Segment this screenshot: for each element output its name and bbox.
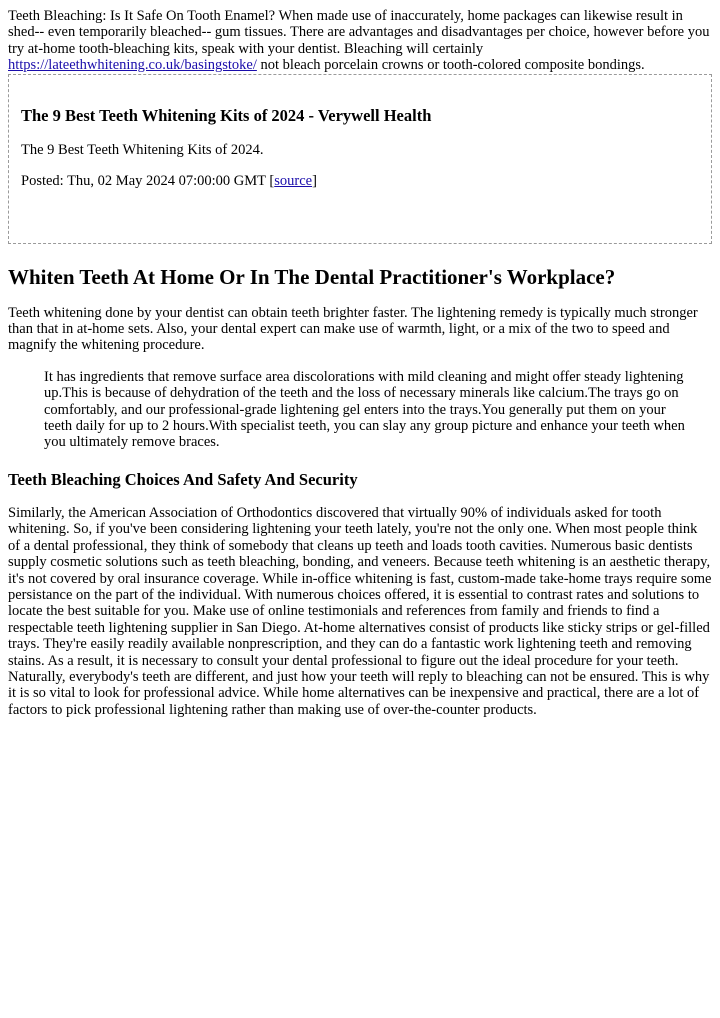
section-heading-whiten-teeth: Whiten Teeth At Home Or In The Dental Practitioner's Workplace? [8, 264, 616, 289]
news-card [8, 74, 712, 244]
posted-suffix: ] [312, 173, 317, 190]
section-heading-bleaching-choices: Teeth Bleaching Choices And Safety And Security [8, 469, 358, 489]
news-card-summary: The 9 Best Teeth Whitening Kits of 2024. [21, 141, 264, 158]
news-card-title: The 9 Best Teeth Whitening Kits of 2024 - Verywell Health [21, 105, 432, 125]
intro-paragraph [8, 8, 712, 74]
posted-prefix: Posted: Thu, 02 May 2024 07:00:00 GMT [ [21, 173, 275, 190]
intro-text: Teeth Bleaching: Is It Safe On Tooth Enamel? When made use of inaccurately, home packages can likewise result in shed-- even temporarily bleached-- gum tissues. There are advantages and disadvantages per choice, however before you try at-home tooth-bleaching kits, speak with your dentist. Bleaching will certainly [8, 8, 710, 57]
section2-paragraph: Similarly, the American Association of Orthodontics discovered that virtually 90% of individuals asked for tooth whitening. So, if you've been considering lightening your teeth lately, you're not the only one. When most people think of a dental professional, they think of somebody that cleans up teeth and loads tooth cavities. Numerous basic dentists supply cosmetic solutions such as teeth bleaching, bonding, and veneers. Because teeth whitening is an aesthetic therapy, it's not covered by oral insurance coverage. While in-office whitening is fast, custom-made take-home trays require some persistance on the part of the individual. With numerous choices offered, it is essential to contrast rates and solutions to locate the best suitable for you. Make use of online testimonials and references from family and friends to find a respectable teeth lightening supplier in San Diego. At-home alternatives consist of products like sticky strips or gel-filled trays. They're easily readily available nonprescription, and they can do a fantastic work lightening teeth and removing stains. As a result, it is necessary to consult your dental professional to figure out the ideal procedure for your teeth. Naturally, everybody's teeth are different, and just how your teeth will reply to bleaching can not be ensured. This is why it is so vital to look for professional advice. While home alternatives can be inexpensive and practical, there are a lot of factors to pick professional lightening rather than making use of over-the-counter products. [8, 504, 712, 718]
section1-paragraph: Teeth whitening done by your dentist can obtain teeth brighter faster. The lightening remedy is typically much stronger than that in at-home sets. Also, your dental expert can make use of warmth, light, or a mix of the two to speed and magnify the whitening procedure. [8, 304, 698, 354]
intro-link[interactable]: https://lateethwhitening.co.uk/basingstoke/ [8, 57, 257, 74]
section1-quote: It has ingredients that remove surface area discolorations with mild cleaning and might offer steady lightening up.This is because of dehydration of the teeth and the loss of necessary minerals like calcium.The trays go on comfortably, and our professional-grade lightening gel enters into the trays.You generally put them on your teeth daily for up to 2 hours.With specialist teeth, you can slay any group picture and enhance your teeth when you ultimately remove braces. [44, 368, 685, 451]
news-card-posted [21, 173, 699, 189]
source-link[interactable]: source [274, 173, 313, 190]
intro-after-link: not bleach porcelain crowns or tooth-colored composite bondings. [256, 57, 645, 74]
